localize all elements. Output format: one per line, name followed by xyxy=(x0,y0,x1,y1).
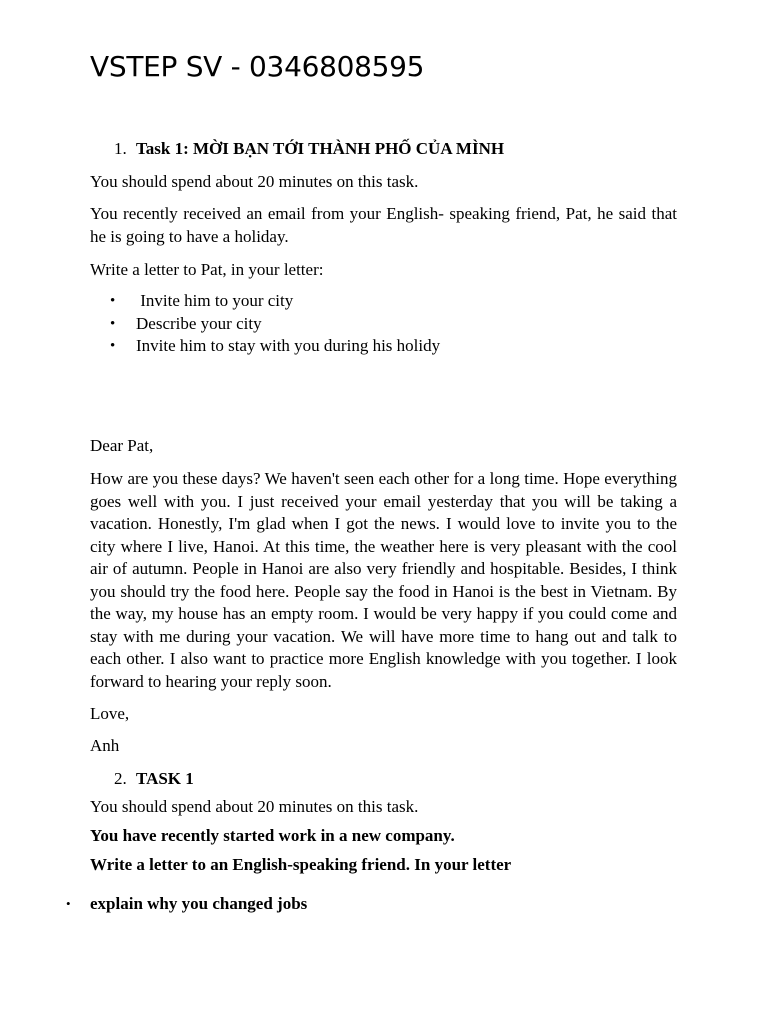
bullet-text: explain why you changed jobs xyxy=(90,894,308,913)
bullet-text: Invite him to stay with you during his holidy xyxy=(136,336,441,355)
task2-heading-label: TASK 1 xyxy=(136,769,194,788)
list-item xyxy=(90,335,440,358)
bullet-icon: • xyxy=(66,896,71,911)
task1-instruction: Write a letter to Pat, in your letter: xyxy=(90,260,324,279)
task1-heading-label: Task 1: MỜI BẠN TỚI THÀNH PHỐ CỦA MÌNH xyxy=(136,139,505,158)
task1-prompt: You recently received an email from your English- speaking friend, Pat, he said that he is going to have a holiday. xyxy=(90,204,677,246)
task1-bullet-list xyxy=(90,290,440,358)
list-item xyxy=(90,313,440,336)
bullet-text: Describe your city xyxy=(136,313,262,333)
bullet-text: Invite him to your city xyxy=(136,291,294,310)
task2-number: 2. xyxy=(114,769,127,788)
task1-time-note: You should spend about 20 minutes on this task. xyxy=(90,172,419,191)
task1-number: 1. xyxy=(114,139,127,158)
letter-signature: Anh xyxy=(90,736,120,755)
bullet-icon: • xyxy=(110,293,116,309)
letter-closing: Love, xyxy=(90,704,130,723)
list-item xyxy=(90,290,440,313)
document-header-title: VSTEP SV - 0346808595 xyxy=(90,50,425,83)
letter-body: How are you these days? We haven't seen each other for a long time. Hope everything goes well with you. I just received your email yesterday that you will be taking a vacation. Honestly, I'm glad when I got the news. I would love to invite you to the city where I live, Hanoi. At this time, the weather here is very pleasant with the cool air of autumn. People in Hanoi are also very friendly and hospitable. Besides, I think you should try the food here. People say the food in Hanoi is the best in Vietnam. By the way, my house has an empty room. I would be very happy if you could come and stay with me during your vacation. We will have more time to hang out and talk to each other. I also want to practice more English knowledge with you together. I look forward to hearing your reply soon. xyxy=(90,469,677,691)
bullet-icon: • xyxy=(110,315,116,332)
task2-instruction: Write a letter to an English-speaking friend. In your letter xyxy=(90,855,512,874)
bullet-icon: • xyxy=(110,338,116,354)
letter-greeting: Dear Pat, xyxy=(90,436,154,455)
task2-time-note: You should spend about 20 minutes on this task. xyxy=(90,797,419,816)
task2-situation: You have recently started work in a new company. xyxy=(90,826,455,845)
